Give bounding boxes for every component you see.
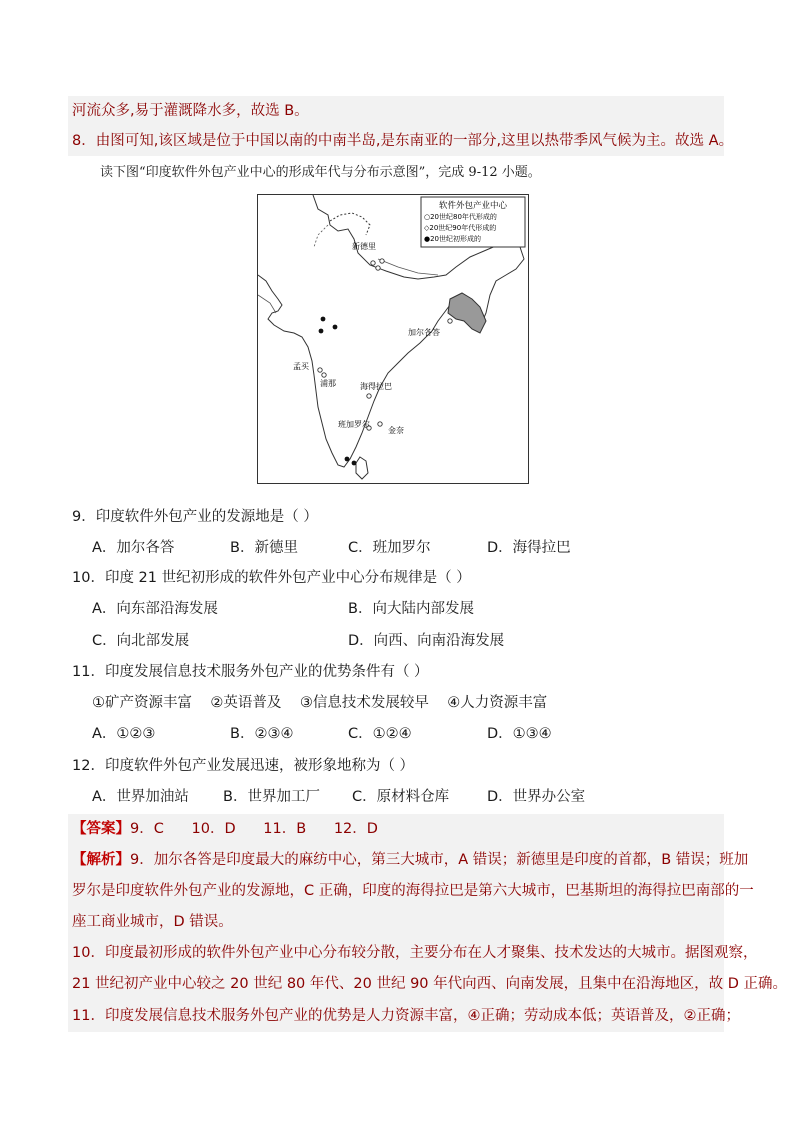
question-11-option-a[interactable]: A．①②③ — [92, 726, 156, 742]
marker-pune — [322, 373, 326, 377]
analysis-line-4: 10．印度最初形成的软件外包产业中心分布较分散，主要分布在人才聚集、技术发达的大城市。据图观察， — [72, 945, 758, 961]
analysis-text-1: 9．加尔各答是印度最大的麻纺中心，第三大城市，A 错误；新德里是印度的首都，B 错误；班加 — [130, 852, 749, 868]
city-label-mumbai: 孟买 — [293, 362, 309, 371]
city-label-chennai: 金奈 — [388, 426, 404, 435]
india-map — [257, 194, 529, 484]
marker-newdelhi-a — [371, 261, 375, 265]
marker-2000s-d — [345, 457, 350, 462]
question-12-option-c[interactable]: C．原材料仓库 — [352, 789, 450, 805]
city-label-pune: 浦那 — [320, 379, 336, 388]
question-11-option-b[interactable]: B．②③④ — [230, 726, 294, 742]
marker-mumbai — [318, 368, 322, 372]
analysis-label: 【解析】 — [72, 852, 130, 868]
marker-2000s-a — [321, 317, 326, 322]
question-12-option-a[interactable]: A．世界加油站 — [92, 789, 189, 805]
legend-title: 软件外包产业中心 — [438, 201, 508, 211]
legend-item-1980s: ○20世纪80年代形成的 — [424, 213, 497, 221]
analysis-line-6: 11．印度发展信息技术服务外包产业的优势是人力资源丰富，④正确；劳动成本低；英语普及，②正确； — [72, 1008, 740, 1024]
question-9-option-a[interactable]: A．加尔各答 — [92, 540, 175, 556]
question-10-option-b[interactable]: B．向大陆内部发展 — [348, 601, 474, 617]
question-12-option-d[interactable]: D．世界办公室 — [487, 789, 586, 805]
question-10-stem: 10．印度 21 世纪初形成的软件外包产业中心分布规律是（ ） — [72, 570, 471, 586]
question-11-conditions: ①矿产资源丰富 ②英语普及 ③信息技术发展较早 ④人力资源丰富 — [92, 695, 548, 711]
analysis-line-1 — [72, 848, 748, 872]
question-10-option-c[interactable]: C．向北部发展 — [92, 633, 190, 649]
question-12-option-b[interactable]: B．世界加工厂 — [223, 789, 320, 805]
question-10-option-a[interactable]: A．向东部沿海发展 — [92, 601, 218, 617]
marker-chennai — [378, 422, 382, 426]
marker-hyderabad — [367, 394, 371, 398]
marker-2000s-b — [319, 329, 324, 334]
question-9-option-d[interactable]: D．海得拉巴 — [487, 540, 571, 556]
city-label-kolkata: 加尔各答 — [408, 328, 440, 337]
answer-text: 9．C 10．D 11．B 12．D — [130, 821, 378, 837]
question-12-stem: 12．印度软件外包产业发展迅速，被形象地称为（ ） — [72, 758, 415, 774]
city-label-bangalore: 班加罗尔 — [338, 420, 370, 429]
marker-2000s-c — [333, 325, 338, 330]
question-11-option-d[interactable]: D．①③④ — [487, 726, 552, 742]
question-11-stem: 11．印度发展信息技术服务外包产业的优势条件有（ ） — [72, 664, 429, 680]
city-label-newdelhi: 新德里 — [352, 242, 376, 251]
analysis-line-2: 罗尔是印度软件外包产业的发源地，C 正确，印度的海得拉巴是第六大城市，巴基斯坦的海得拉巴南部的一 — [72, 883, 754, 899]
question-9-stem: 9．印度软件外包产业的发源地是（ ） — [72, 509, 318, 525]
question-9-option-c[interactable]: C．班加罗尔 — [348, 540, 431, 556]
india-map-drawing — [258, 195, 527, 482]
legend-item-1990s: ◇20世纪90年代形成的 — [424, 224, 497, 232]
map-caption: 读下图“印度软件外包产业中心的形成年代与分布示意图”，完成 9-12 小题。 — [100, 165, 541, 180]
question-9-option-b[interactable]: B．新德里 — [230, 540, 298, 556]
legend-item-2000s: ●20世纪初形成的 — [424, 235, 482, 243]
marker-kolkata — [448, 319, 452, 323]
answer-line — [72, 817, 378, 841]
marker-newdelhi-c — [376, 266, 380, 270]
marker-2000s-e — [352, 461, 357, 466]
marker-newdelhi-b — [380, 259, 384, 263]
answer-label: 【答案】 — [72, 821, 130, 837]
question-11-option-c[interactable]: C．①②④ — [348, 726, 412, 742]
analysis-line-5: 21 世纪初产业中心较之 20 世纪 80 年代、20 世纪 90 年代向西、向南发展，且集中在沿海地区，故 D 正确。 — [72, 976, 788, 992]
city-label-hyderabad: 海得拉巴 — [360, 382, 392, 391]
previous-answer-line-2: 8．由图可知,该区域是位于中国以南的中南半岛,是东南亚的一部分,这里以热带季风气候为主。故选 A。 — [72, 133, 734, 149]
analysis-line-3: 座工商业城市，D 错误。 — [72, 914, 233, 930]
question-10-option-d[interactable]: D．向西、向南沿海发展 — [348, 633, 505, 649]
previous-answer-line-1: 河流众多,易于灌溉降水多，故选 B。 — [72, 103, 309, 119]
